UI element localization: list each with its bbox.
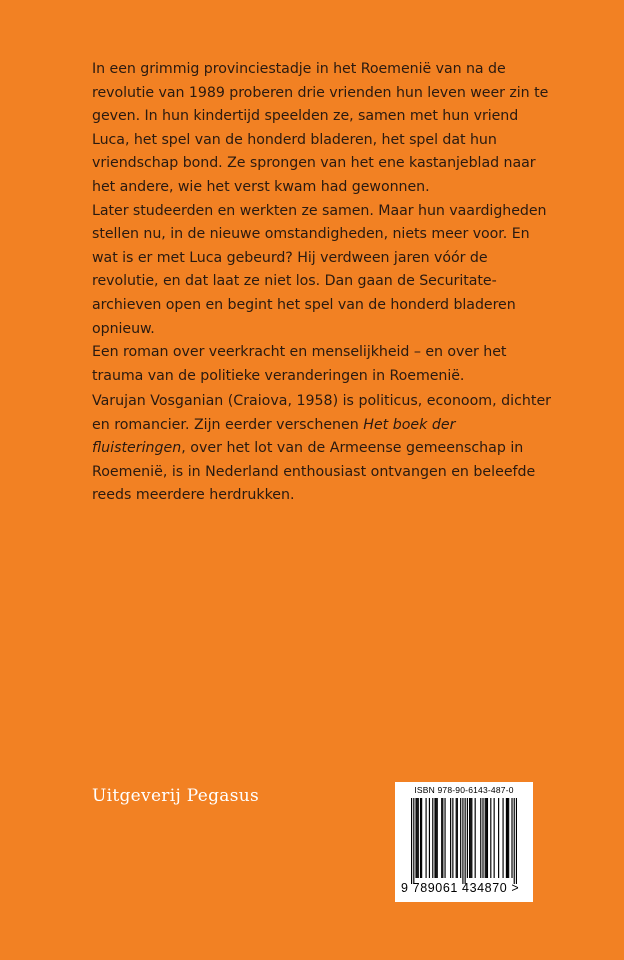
- barcode-bar: [421, 798, 422, 878]
- blurb-paragraph-3: Een roman over veerkracht en menselijkheid – en over het trauma van de politieke veranderingen in Roemenië.: [92, 344, 507, 384]
- ean-digits: [401, 881, 531, 895]
- barcode-bars: [411, 798, 517, 884]
- barcode-bar: [506, 798, 507, 878]
- barcode-bar: [482, 798, 483, 878]
- barcode-bar: [450, 798, 451, 878]
- barcode-bar: [444, 798, 445, 878]
- barcode-bar: [475, 798, 476, 878]
- author-bio: [92, 390, 552, 508]
- barcode-bar: [426, 798, 427, 878]
- ean-right-group: 434870: [462, 881, 508, 895]
- barcode-bar: [420, 798, 421, 878]
- barcode-bar: [494, 798, 495, 878]
- barcode-bar: [470, 798, 471, 878]
- ean-quiet-mark: >: [511, 881, 520, 895]
- barcode-bar: [432, 798, 433, 878]
- barcode-bar: [462, 798, 463, 884]
- barcode-bar: [413, 798, 414, 884]
- barcode-bar: [415, 798, 416, 878]
- barcode-bar: [498, 798, 499, 878]
- blurb-paragraph-1: In een grimmig provinciestadje in het Roemenië van na de revolutie van 1989 proberen drie vrienden hun leven weer zin te geven. In hun kindertijd speelden ze, samen met hun vriend Luca, het spel van de honderd bladeren, het spel dat hun vriendschap bond. Ze sprongen van het ene kastanjeblad naar het andere, wie het verst kwam had gewonnen.: [92, 61, 549, 195]
- barcode-bar: [456, 798, 457, 878]
- barcode-bar: [417, 798, 418, 878]
- blurb-text: [92, 58, 552, 388]
- barcode-bar: [469, 798, 470, 878]
- barcode-bar: [460, 798, 461, 878]
- barcode-bar: [418, 798, 419, 878]
- barcode-bar: [434, 798, 435, 878]
- barcode-bar: [487, 798, 488, 878]
- ean-left-group: 789061: [412, 881, 458, 895]
- barcode-bar: [514, 798, 515, 884]
- isbn-barcode: [395, 782, 533, 902]
- barcode-bar: [411, 798, 412, 884]
- barcode-bar: [429, 798, 430, 878]
- barcode-bar: [465, 798, 466, 884]
- ean-first-digit: 9: [401, 881, 409, 895]
- barcode-bar: [452, 798, 453, 878]
- barcode-bar: [516, 798, 517, 884]
- barcode-bar: [490, 798, 491, 878]
- barcode-bar: [467, 798, 468, 878]
- barcode-bar: [480, 798, 481, 878]
- barcode-bar: [511, 798, 512, 878]
- barcode-bar: [436, 798, 437, 878]
- author-bio-paragraph: [92, 390, 552, 508]
- bio-text-before: Varujan Vosganian (Craiova, 1958) is politicus, econoom, dichter en romancier. Zijn eerder verschenen: [92, 393, 551, 433]
- barcode-bar: [508, 798, 509, 878]
- barcode-bar: [471, 798, 472, 878]
- isbn-label: ISBN 978-90-6143-487-0: [414, 785, 514, 795]
- publisher-name: Uitgeverij Pegasus: [92, 786, 259, 806]
- bio-book-title: Het boek der fluisteringen: [92, 416, 456, 457]
- barcode-bar: [457, 798, 458, 878]
- bio-text-after: , over het lot van de Armeense gemeenschap in Roemenië, is in Nederland enthousiast ontvangen en beleefde reeds meerdere herdrukken.: [92, 440, 536, 504]
- barcode-bar: [485, 798, 486, 878]
- barcode-bar: [486, 798, 487, 878]
- blurb-paragraph-2: Later studeerden en werkten ze samen. Maar hun vaardigheden stellen nu, in de nieuwe omstandigheden, niets meer voor. En wat is er met Luca gebeurd? Hij verdween jaren vóór de revolutie, en dat laat ze niet los. Dan gaan de Securitate-archieven open en begint het spel van de honderd bladeren opnieuw.: [92, 202, 547, 337]
- barcode-bar: [437, 798, 438, 878]
- barcode-bar: [502, 798, 503, 878]
- barcode-bar: [442, 798, 443, 878]
- barcode-bar: [441, 798, 442, 878]
- barcode-bar: [507, 798, 508, 878]
